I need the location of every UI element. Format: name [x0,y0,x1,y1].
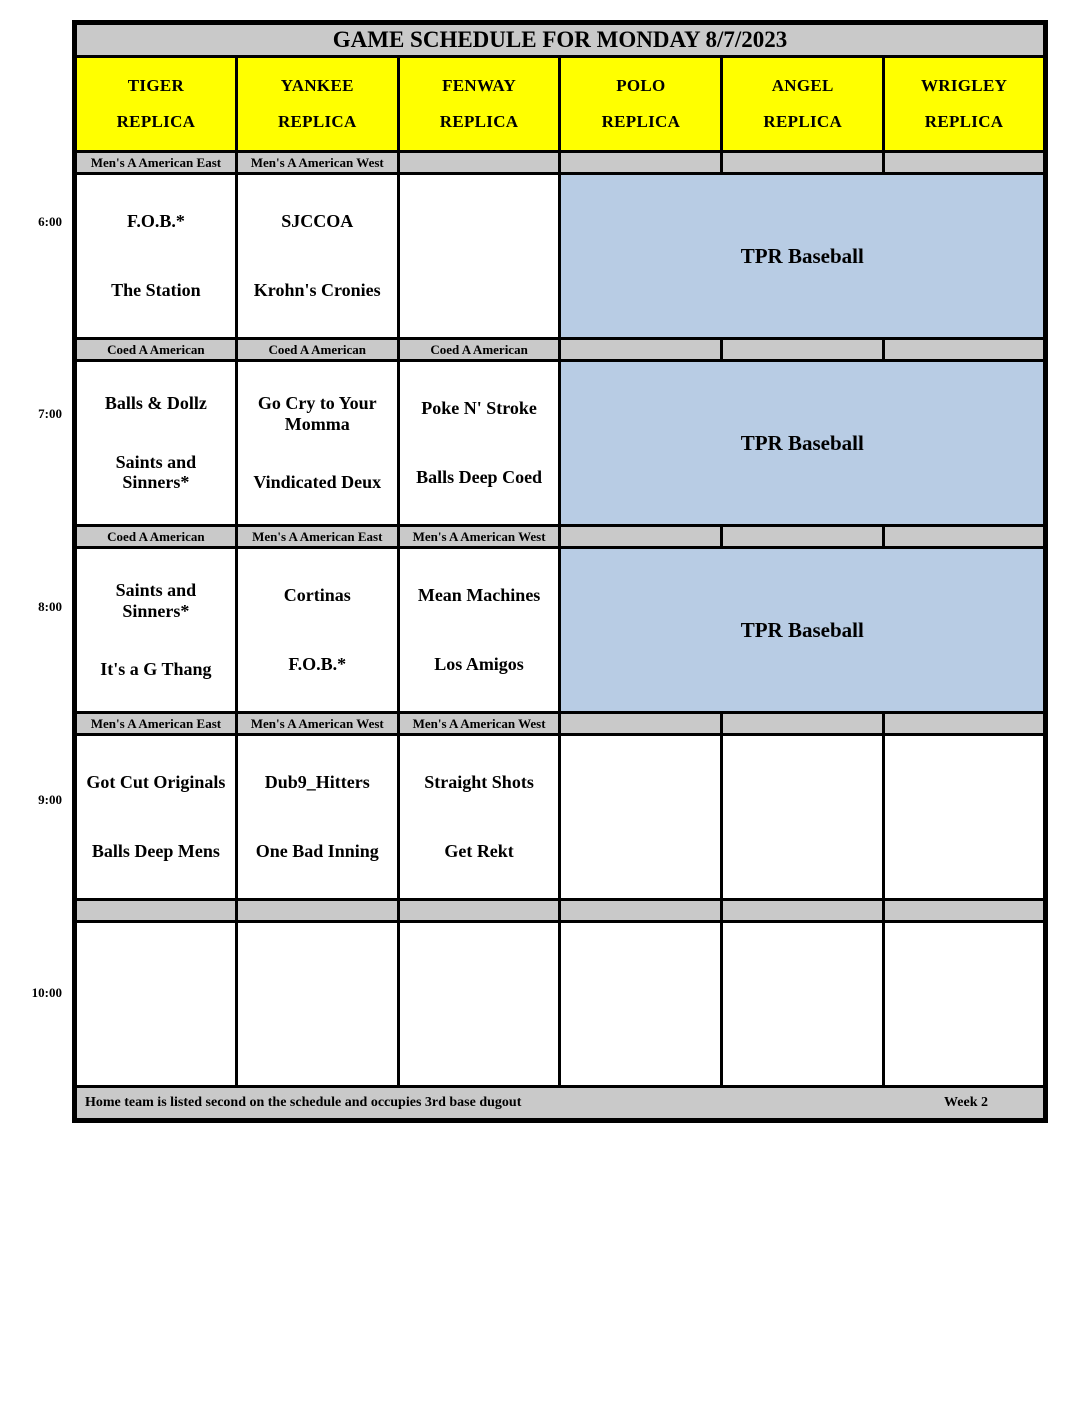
field-subname: REPLICA [277,112,357,131]
away-team: SJCCOA [281,211,354,232]
division-cell [560,900,722,922]
field-header-yankee [236,57,398,152]
division-cell: Men's A American West [398,713,560,735]
division-cell [722,152,884,174]
division-cell [884,713,1046,735]
field-subname: REPLICA [924,112,1004,131]
division-cell: Men's A American West [236,713,398,735]
game-cell [75,174,237,339]
game-cell [722,735,884,900]
field-name: WRIGLEY [920,76,1008,95]
division-cell [722,713,884,735]
field-subname: REPLICA [116,112,196,131]
division-cell: Coed A American [75,339,237,361]
game-row-800 [75,548,1046,713]
division-cell [722,900,884,922]
division-row-1000 [75,900,1046,922]
game-row-600 [75,174,1046,339]
game-cell [398,922,560,1087]
home-team: Los Amigos [434,654,524,675]
home-team-note: Home team is listed second on the schedule and occupies 3rd base dugout [85,1095,522,1110]
division-cell: Men's A American East [236,526,398,548]
time-label-900: 9:00 [38,792,62,807]
game-cell [236,922,398,1087]
schedule-title: GAME SCHEDULE FOR MONDAY 8/7/2023 [75,23,1046,57]
home-team: It's a G Thang [100,659,212,680]
home-team: Krohn's Cronies [253,280,381,301]
division-cell [722,526,884,548]
game-cell [884,735,1046,900]
away-team: Poke N' Stroke [421,398,537,419]
field-subname: REPLICA [601,112,681,131]
game-schedule-table [72,20,1048,1123]
division-cell [236,900,398,922]
home-team: Balls Deep Coed [416,467,543,488]
division-cell [560,339,722,361]
game-cell [236,361,398,526]
division-cell: Coed A American [236,339,398,361]
time-label-1000: 10:00 [31,985,62,1000]
division-cell [884,900,1046,922]
game-row-700 [75,361,1046,526]
division-cell: Men's A American West [398,526,560,548]
field-subname: REPLICA [763,112,843,131]
week-label: Week 2 [944,1095,988,1110]
division-cell [884,526,1046,548]
field-name: YANKEE [280,76,354,95]
field-header-wrigley [884,57,1046,152]
game-cell [884,922,1046,1087]
division-row-600 [75,152,1046,174]
division-row-800 [75,526,1046,548]
away-team: Go Cry to Your Momma [257,393,377,434]
division-cell [560,152,722,174]
game-cell [560,922,722,1087]
division-cell [560,713,722,735]
time-label-800: 8:00 [38,599,62,614]
division-cell: Men's A American East [75,152,237,174]
tpr-baseball-cell: TPR Baseball [560,548,1046,713]
field-name: POLO [616,76,666,95]
game-cell [398,174,560,339]
division-cell [884,339,1046,361]
game-cell [398,361,560,526]
home-team: Vindicated Deux [253,472,382,493]
division-row-700 [75,339,1046,361]
field-name: TIGER [127,76,185,95]
footer-row [75,1087,1046,1121]
field-header-polo [560,57,722,152]
away-team: Dub9_Hitters [264,772,370,793]
game-cell [236,548,398,713]
division-cell: Coed A American [398,339,560,361]
home-team: One Bad Inning [255,841,379,862]
footer-bar [75,1087,1046,1121]
home-team: F.O.B.* [288,654,347,675]
home-team: Get Rekt [444,841,514,862]
time-label-600: 6:00 [38,214,62,229]
game-cell [75,922,237,1087]
field-name: FENWAY [442,76,517,95]
away-team: Balls & Dollz [104,393,207,414]
time-label-700: 7:00 [38,406,62,421]
game-cell [398,548,560,713]
away-team: Mean Machines [417,585,541,606]
away-team: Straight Shots [424,772,534,793]
field-header-angel [722,57,884,152]
field-header-row [75,57,1046,152]
division-cell: Coed A American [75,526,237,548]
game-cell [75,548,237,713]
game-cell [236,174,398,339]
field-name: ANGEL [771,76,834,95]
away-team: Saints and Sinners* [115,580,197,621]
division-cell: Men's A American West [236,152,398,174]
field-subname: REPLICA [439,112,519,131]
field-header-fenway [398,57,560,152]
title-row [75,23,1046,57]
game-cell [722,922,884,1087]
game-cell [398,735,560,900]
away-team: Got Cut Originals [86,772,226,793]
field-header-tiger [75,57,237,152]
division-cell [398,152,560,174]
division-cell [722,339,884,361]
division-row-900 [75,713,1046,735]
game-cell [75,361,237,526]
tpr-baseball-cell: TPR Baseball [560,361,1046,526]
division-cell [398,900,560,922]
game-cell [75,735,237,900]
game-cell [560,735,722,900]
division-cell: Men's A American East [75,713,237,735]
home-team: The Station [111,280,201,301]
home-team: Saints and Sinners* [115,452,197,493]
division-cell [75,900,237,922]
game-cell [236,735,398,900]
away-team: Cortinas [283,585,351,606]
division-cell [884,152,1046,174]
game-row-900 [75,735,1046,900]
away-team: F.O.B.* [126,211,185,232]
game-row-1000 [75,922,1046,1087]
home-team: Balls Deep Mens [91,841,220,862]
division-cell [560,526,722,548]
tpr-baseball-cell: TPR Baseball [560,174,1046,339]
